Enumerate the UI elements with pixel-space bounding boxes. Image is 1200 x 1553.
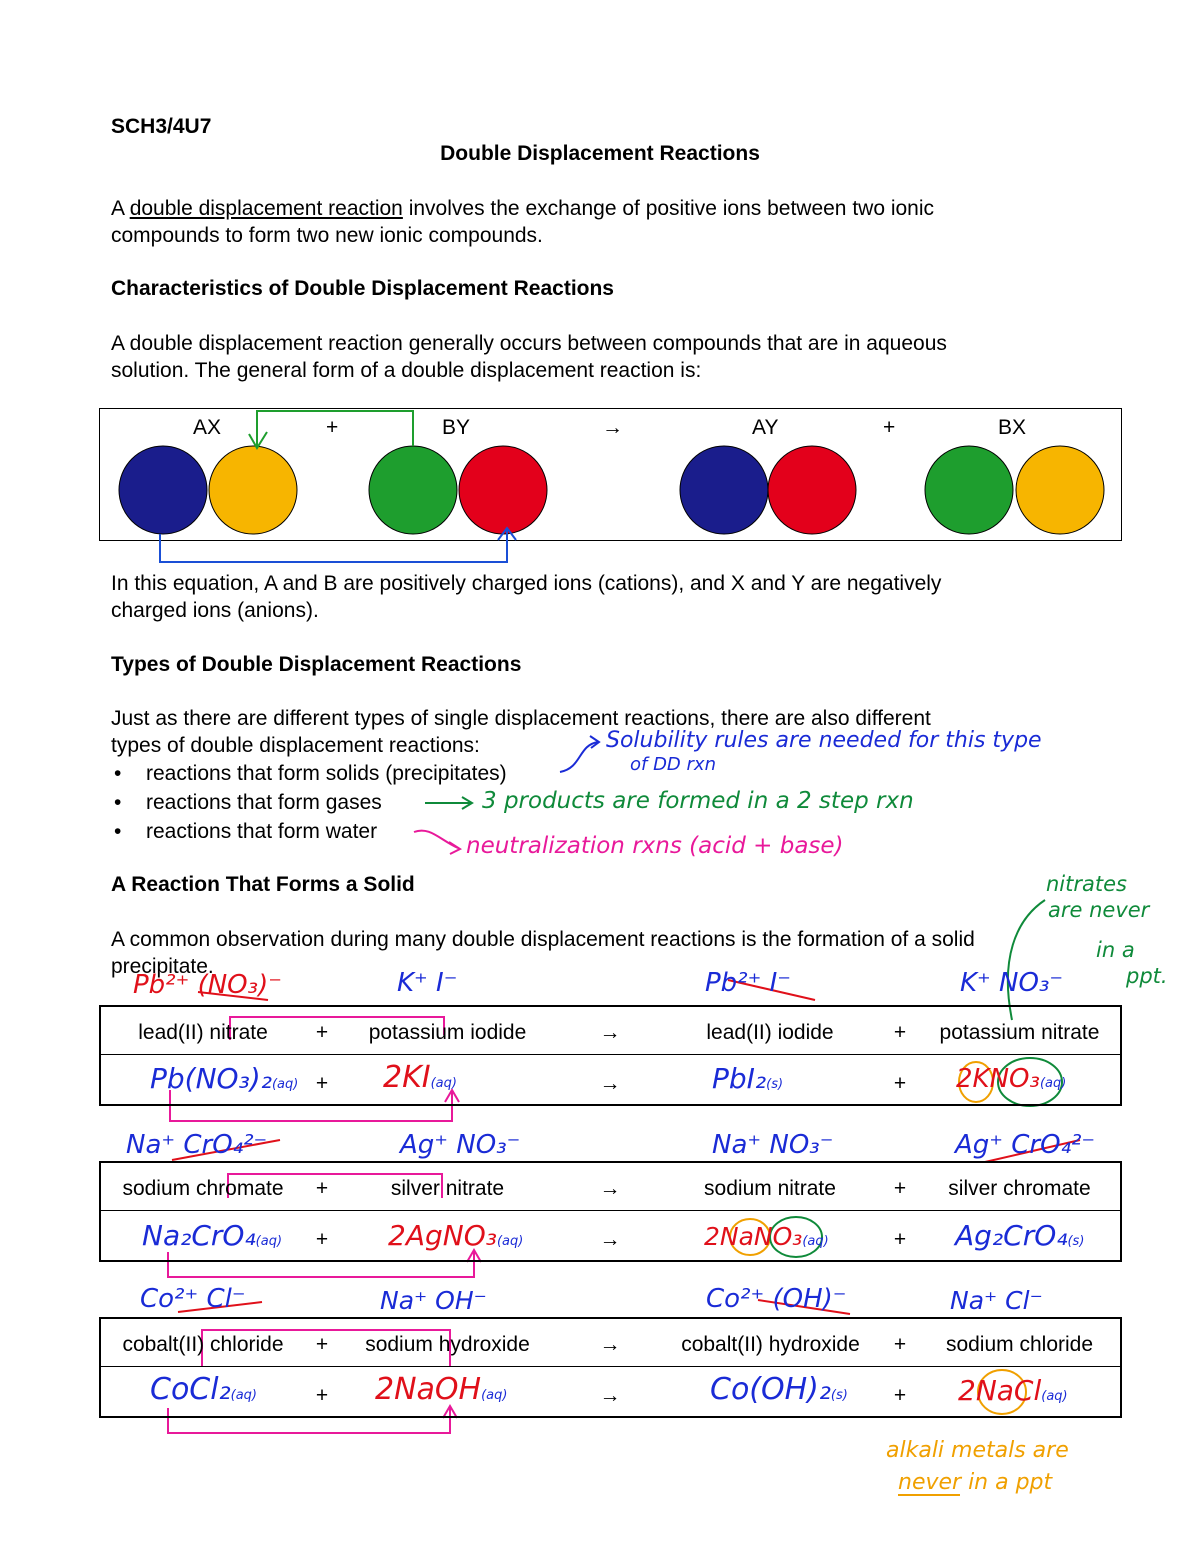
intro-line-2: compounds to form two new ionic compounds. [111, 224, 543, 247]
r2-formula-2: 2AgNO₃(aq) [388, 1219, 524, 1252]
side-note-1: nitrates [1046, 872, 1127, 896]
characteristics-line-1: A double displacement reaction generally occurs between compounds that are in aqueous [111, 332, 947, 355]
diagram-label-ax: AX [193, 416, 222, 439]
r3-reactant-2: sodium hydroxide [365, 1333, 530, 1356]
water-arrow [414, 831, 460, 854]
r3-ions-mid: Na⁺ OH⁻ [380, 1286, 487, 1315]
characteristics-line-2: solution. The general form of a double displacement reaction is: [111, 359, 702, 382]
solid-heading: A Reaction That Forms a Solid [111, 873, 415, 896]
r2-plus: + [315, 1177, 329, 1200]
r3-reactant-1: cobalt(II) chloride [122, 1333, 284, 1356]
r2-formula-plus-2: + [893, 1228, 907, 1251]
r1-formula-plus: + [315, 1072, 329, 1095]
r1-formula-3: PbI₂(s) [712, 1062, 784, 1095]
r3-formula-arrow: → [599, 1384, 621, 1407]
types-heading: Types of Double Displacement Reactions [111, 653, 522, 676]
r1-arrow: → [599, 1021, 621, 1044]
course-code: SCH3/4U7 [111, 115, 212, 138]
side-note-3: in a [1096, 938, 1135, 962]
bullet-gases: reactions that form gases [146, 791, 382, 814]
r3-plus: + [315, 1333, 329, 1356]
bullet-water: reactions that form water [146, 820, 378, 843]
nitrates-pointer-line [1008, 900, 1045, 1020]
characteristics-heading: Characteristics of Double Displacement Reactions [111, 277, 614, 300]
r3-ions-right: Na⁺ Cl⁻ [950, 1286, 1043, 1315]
intro-rest: involves the exchange of positive ions between two ionic [402, 197, 935, 220]
r3-plus-2: + [893, 1333, 907, 1356]
r1-plus: + [315, 1021, 329, 1044]
intro-prefix: A [111, 197, 130, 220]
r2-formula-4: Ag₂CrO₄(s) [955, 1219, 1085, 1252]
r2-ions-left: Na⁺ CrO₄²⁻ [126, 1130, 268, 1160]
r3-arrow: → [599, 1333, 621, 1356]
circle-y-2 [768, 446, 856, 534]
bottom-note-2: never in a ppt [898, 1470, 1053, 1495]
r2-reactant-1: sodium chromate [122, 1177, 284, 1200]
explanation-line-1: In this equation, A and B are positively charged ions (cations), and X and Y are negatively [111, 572, 942, 595]
r2-ions-mid: Ag⁺ NO₃⁻ [400, 1130, 521, 1160]
r2-formula-3: 2NaNO₃(aq) [704, 1222, 829, 1251]
green-swap-arrow [249, 411, 413, 448]
side-note-4: ppt. [1126, 964, 1168, 988]
r3-formula-4: 2NaCl(aq) [958, 1374, 1068, 1407]
bullet-dot: • [114, 791, 122, 814]
bullet-dot: • [114, 762, 122, 785]
r2-arrow: → [599, 1177, 621, 1200]
r2-formula-1: Na₂CrO₄(aq) [142, 1219, 283, 1252]
circle-a-2 [680, 446, 768, 534]
r1-reactant-2: potassium iodide [368, 1021, 527, 1044]
r1-formula-4: 2KNO₃(aq) [956, 1064, 1067, 1094]
r1-ions-right: K⁺ NO₃⁻ [960, 968, 1064, 998]
table-divider [99, 1210, 1122, 1211]
diagram-label-ay: AY [752, 416, 779, 439]
r3-product-1: cobalt(II) hydroxide [681, 1333, 860, 1356]
r1-ions-left: Pb²⁺ (NO₃)⁻ [133, 970, 282, 1000]
r2-product-2: silver chromate [948, 1177, 1091, 1200]
r1-formula-arrow: → [599, 1072, 621, 1095]
gases-arrow [425, 797, 472, 809]
r1-ions-mid: K⁺ I⁻ [397, 968, 458, 998]
r2-formula-arrow: → [599, 1228, 621, 1251]
note-solubility-1: Solubility rules are needed for this type [606, 728, 1042, 753]
table-divider [99, 1054, 1122, 1055]
r3-formula-plus-2: + [893, 1384, 907, 1407]
r2-ions-right: Ag⁺ CrO₄²⁻ [955, 1130, 1096, 1160]
diagram-label-by: BY [442, 416, 471, 439]
diagram-label-arrow: → [602, 416, 623, 439]
r1-reactant-1: lead(II) nitrate [138, 1021, 268, 1044]
r1-formula-1: Pb(NO₃)₂(aq) [150, 1062, 299, 1095]
r1-formula-2: 2KI(aq) [383, 1060, 457, 1095]
solid-line-2: precipitate. [111, 955, 214, 978]
explanation-line-2: charged ions (anions). [111, 599, 319, 622]
r1-plus-2: + [893, 1021, 907, 1044]
r2-plus-2: + [893, 1177, 907, 1200]
circle-a-1 [119, 446, 207, 534]
bottom-note-1: alkali metals are [886, 1438, 1069, 1463]
diagram-label-plus-2: + [883, 416, 896, 439]
circle-x-1 [209, 446, 297, 534]
r1-product-2: potassium nitrate [939, 1021, 1100, 1044]
r3-formula-1: CoCl₂(aq) [150, 1372, 257, 1407]
circle-y-1 [459, 446, 547, 534]
intro-term: double displacement reaction [129, 197, 403, 220]
solid-line-1: A common observation during many double displacement reactions is the formation of a solid [111, 928, 975, 951]
r3-product-2: sodium chloride [945, 1333, 1094, 1356]
r1-ions-prod: Pb²⁺ I⁻ [705, 968, 791, 998]
solubility-arrow [560, 736, 599, 772]
side-note-2: are never [1048, 898, 1150, 922]
page-title: Double Displacement Reactions [440, 142, 760, 165]
circle-b-2 [925, 446, 1013, 534]
note-solubility-2: of DD rxn [630, 754, 716, 775]
r3-ions-left: Co²⁺ Cl⁻ [140, 1284, 246, 1314]
r2-formula-plus: + [315, 1228, 329, 1251]
types-line-1: Just as there are different types of single displacement reactions, there are also different [111, 707, 931, 730]
r3-ions-prod: Co²⁺ (OH)⁻ [706, 1284, 847, 1314]
circle-x-2 [1016, 446, 1104, 534]
r2-product-1: sodium nitrate [704, 1177, 836, 1200]
circle-b-1 [369, 446, 457, 534]
table-divider [99, 1366, 1122, 1367]
r2-reactant-2: silver nitrate [390, 1177, 505, 1200]
diagram-label-bx: BX [998, 416, 1027, 439]
r3-formula-2: 2NaOH(aq) [375, 1372, 508, 1407]
note-water: neutralization rxns (acid + base) [466, 833, 844, 859]
bullet-solids: reactions that form solids (precipitates) [146, 762, 507, 785]
r3-formula-plus: + [315, 1384, 329, 1407]
types-line-2: types of double displacement reactions: [111, 734, 480, 757]
r1-formula-plus-2: + [893, 1072, 907, 1095]
r1-product-1: lead(II) iodide [706, 1021, 834, 1044]
r2-ions-prod: Na⁺ NO₃⁻ [712, 1130, 834, 1160]
note-gases: 3 products are formed in a 2 step rxn [482, 788, 914, 814]
blue-swap-arrow [160, 528, 516, 562]
bullet-dot: • [114, 820, 122, 843]
diagram-label-plus-1: + [326, 416, 339, 439]
r3-formula-3: Co(OH)₂(s) [710, 1372, 848, 1407]
